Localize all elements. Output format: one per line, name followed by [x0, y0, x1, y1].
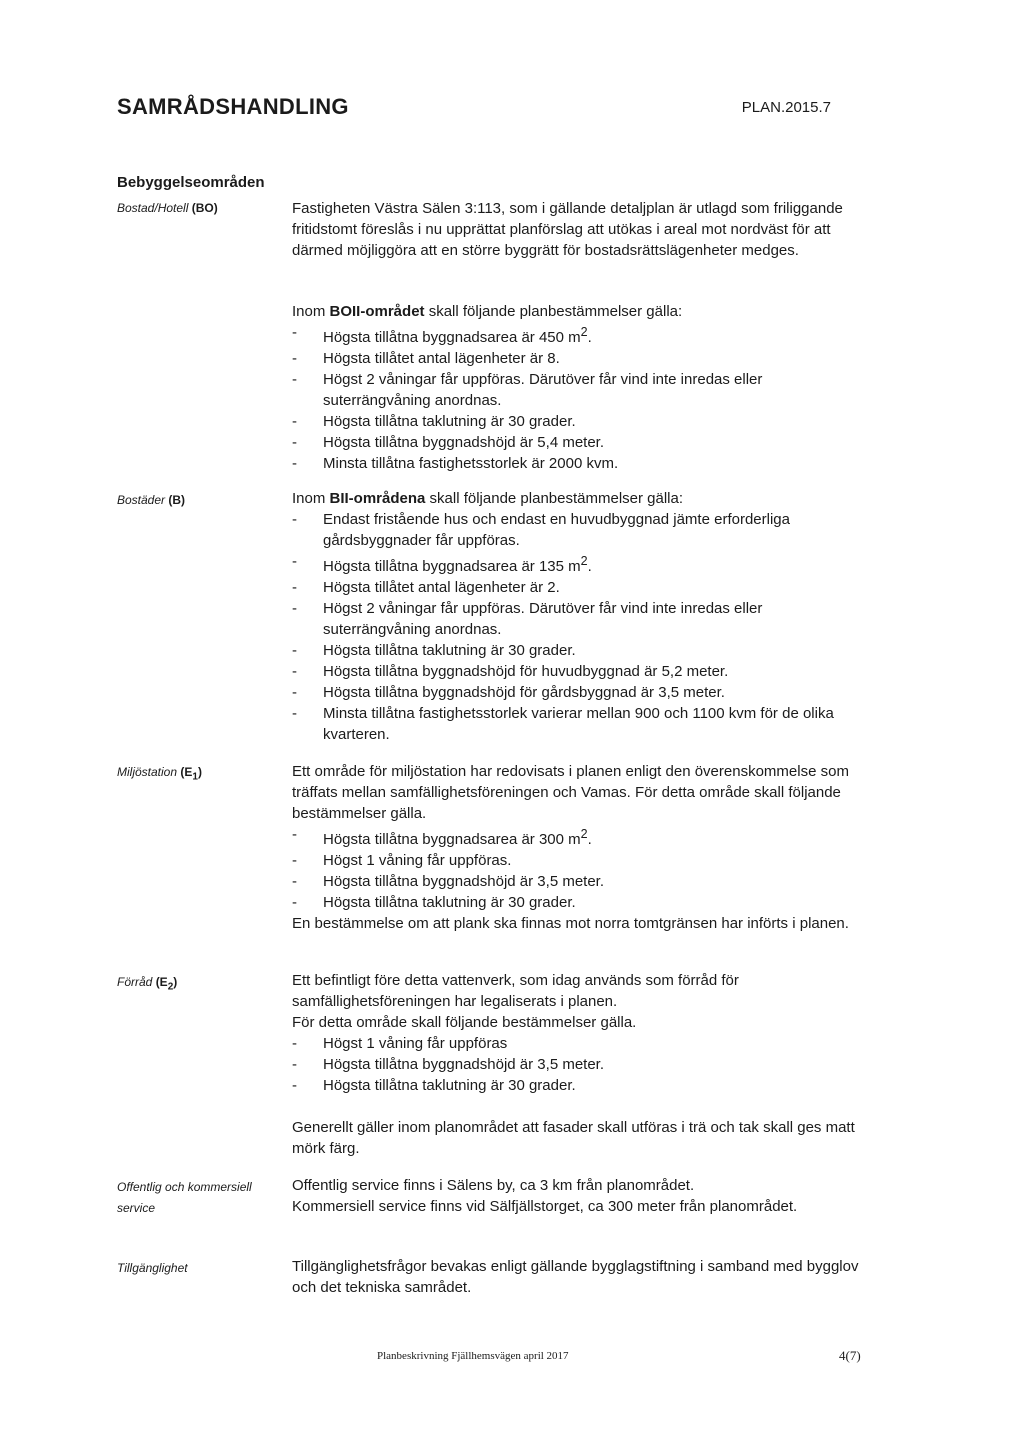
e1-rule-list [292, 824, 862, 913]
bo-rule-list [292, 322, 862, 474]
term-label: Offentlig och kommersiell [117, 1180, 252, 1194]
b-area-name: BII-områdena [329, 490, 426, 507]
b-rule-list [292, 509, 862, 745]
bo-rules [292, 301, 862, 474]
e2-paragraph-2: För detta område skall följande bestämmelser gälla. [292, 1014, 637, 1031]
list-item: - Högsta tillåtna byggnadsarea är 135 $m^2$. [292, 551, 862, 577]
list-item: - Högsta tillåtna byggnadshöjd för gårdsbyggnad är 3,5 meter. [292, 682, 862, 703]
accessibility-description [292, 1256, 862, 1298]
term-label: Tillgänglighet [117, 1261, 188, 1275]
list-item: - Minsta tillåtna fastighetsstorlek är 2000 kvm. [292, 453, 862, 474]
accessibility-paragraph: Tillgänglighetsfrågor bevakas enligt gällande bygglagstiftning i samband med bygglov och det tekniska samrådet. [292, 1258, 859, 1296]
page-number: 4(7) [839, 1348, 861, 1363]
general-note [292, 1117, 862, 1159]
list-item: - Högsta tillåtna taklutning är 30 grader. [292, 411, 862, 432]
list-item: - Högsta tillåtna byggnadshöjd för huvudbyggnad är 5,2 meter. [292, 661, 862, 682]
section-heading: Bebyggelseområden [117, 174, 265, 191]
b-rules [292, 488, 862, 745]
bo-description [292, 198, 862, 261]
document-title: SAMRÅDSHANDLING [117, 94, 349, 119]
term-code: $(E_2)$ [155, 975, 178, 993]
list-item: - Högst 1 våning får uppföras [292, 1033, 862, 1054]
list-item: - Högst 2 våningar får uppföras. Därutöver får vind inte inredas eller suterrängvåning anordnas. [292, 598, 862, 640]
list-item: - Högsta tillåtna byggnadsarea är 300 $m^2$. [292, 824, 862, 850]
term-label: Förråd [117, 975, 153, 989]
service-description [292, 1175, 862, 1217]
page-header [117, 94, 831, 126]
list-item: - Högsta tillåtet antal lägenheter är 8. [292, 348, 862, 369]
list-item: - Högsta tillåtet antal lägenheter är 2. [292, 577, 862, 598]
e1-description [292, 761, 862, 934]
term-miljostation [117, 762, 289, 787]
term-code: $(E_1)$ [180, 765, 202, 783]
e1-paragraph: Ett område för miljöstation har redovisats i planen enligt den överenskommelse som träffats mellan samfällighetsföreningen och Vamas. För detta område skall följande bestämmelser gälla. [292, 763, 849, 822]
document-code: PLAN.2015.7 [741, 99, 831, 116]
term-service [117, 1177, 289, 1219]
term-code: (BO) [191, 201, 218, 215]
general-paragraph: Generellt gäller inom planområdet att fasader skall utföras i trä och tak skall ges matt mörk färg. [292, 1119, 855, 1157]
b-intro: Inom BII-områdena skall följande planbestämmelser gälla: [292, 490, 684, 507]
term-bostad-hotell [117, 198, 289, 219]
e1-closing: En bestämmelse om att plank ska finnas mot norra tomtgränsen har införts i planen. [292, 915, 849, 932]
e2-description [292, 970, 862, 1096]
term-label: Miljöstation [117, 765, 178, 779]
bo-paragraph: Fastigheten Västra Sälen 3:113, som i gällande detaljplan är utlagd som friliggande fritidstomt föreslås i nu upprättat planförslag att utökas i areal mot nordväst för att därmed möjliggöra att en större byggrätt för bostadsrättslägenheter medges. [292, 200, 843, 259]
bo-intro: Inom BOII-området skall följande planbestämmelser gälla: [292, 303, 683, 320]
term-label: Bostäder [117, 493, 166, 507]
term-label: Bostad/Hotell [117, 201, 189, 215]
list-item: - Högsta tillåtna byggnadshöjd är 3,5 meter. [292, 1054, 862, 1075]
list-item: - Högsta tillåtna taklutning är 30 grader. [292, 640, 862, 661]
service-public: Offentlig service finns i Sälens by, ca 3 km från planområdet. [292, 1177, 695, 1194]
term-tillganglighet [117, 1258, 289, 1279]
service-commercial: Kommersiell service finns vid Sälfjällstorget, ca 300 meter från planområdet. [292, 1198, 798, 1215]
list-item: - Högst 1 våning får uppföras. [292, 850, 862, 871]
list-item: - Högsta tillåtna byggnadshöjd är 3,5 meter. [292, 871, 862, 892]
footer-text: Planbeskrivning Fjällhemsvägen april 2017 [377, 1350, 569, 1362]
list-item: - Högsta tillåtna byggnadshöjd är 5,4 meter. [292, 432, 862, 453]
list-item: - Högsta tillåtna taklutning är 30 grader. [292, 892, 862, 913]
list-item: - Minsta tillåtna fastighetsstorlek varierar mellan 900 och 1100 kvm för de olika kvarteren. [292, 703, 862, 745]
term-bostader [117, 490, 289, 511]
list-item: - Högsta tillåtna byggnadsarea är 450 $m^2$. [292, 322, 862, 348]
list-item: - Högsta tillåtna taklutning är 30 grader. [292, 1075, 862, 1096]
term-code: (B) [168, 493, 186, 507]
term-forrad [117, 972, 289, 997]
list-item: - Högst 2 våningar får uppföras. Därutöver får vind inte inredas eller suterrängvåning anordnas. [292, 369, 862, 411]
term-label-continued: service [117, 1201, 156, 1215]
bo-area-name: BOII-området [329, 303, 425, 320]
list-item: - Endast fristående hus och endast en huvudbyggnad jämte erforderliga gårdsbyggnader får uppföras. [292, 509, 862, 551]
e2-paragraph: Ett befintligt före detta vattenverk, som idag används som förråd för samfällighetsföreningen har legaliserats i planen. [292, 972, 739, 1010]
e2-rule-list [292, 1033, 862, 1096]
